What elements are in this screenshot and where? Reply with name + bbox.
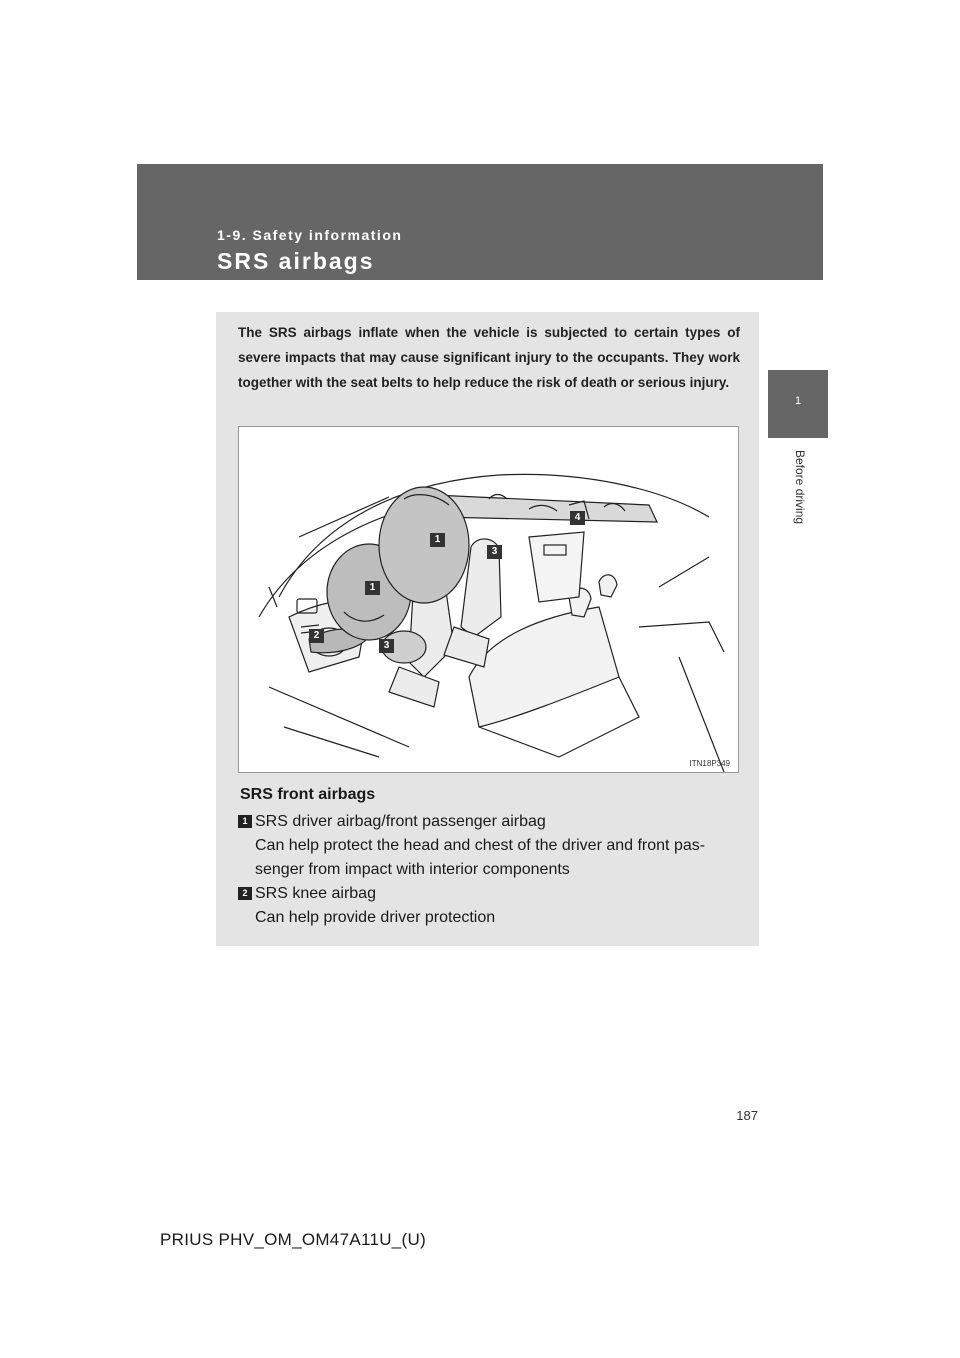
content-box bbox=[216, 312, 759, 946]
chapter-tab bbox=[768, 370, 828, 438]
callout-3-rear: 3 bbox=[487, 545, 502, 559]
chapter-tab-number: 1 bbox=[794, 395, 802, 407]
callout-1-passenger: 1 bbox=[430, 533, 445, 547]
page-title: SRS airbags bbox=[217, 248, 375, 274]
chapter-tab-label: Before driving bbox=[793, 450, 807, 525]
car-interior-drawing bbox=[239, 427, 738, 772]
item-title: SRS driver airbag/front passenger airbag bbox=[255, 813, 546, 830]
list-item-driver-passenger-airbag bbox=[238, 810, 748, 882]
chapter-header bbox=[137, 164, 823, 280]
callout-2-knee: 2 bbox=[309, 629, 324, 643]
section-heading: SRS front airbags bbox=[240, 786, 376, 803]
airbag-illustration bbox=[238, 426, 739, 773]
item-badge: 2 bbox=[238, 887, 252, 900]
callout-1-driver: 1 bbox=[365, 581, 380, 595]
item-description-line: Can help protect the head and chest of the driver and front pas- bbox=[255, 837, 706, 854]
figure-code: ITN18P349 bbox=[689, 759, 730, 768]
item-badge: 1 bbox=[238, 815, 252, 828]
section-label: 1-9. Safety information bbox=[217, 227, 403, 243]
document-id: PRIUS PHV_OM_OM47A11U_(U) bbox=[160, 1230, 427, 1249]
item-description-line: Can help provide driver protection bbox=[255, 909, 496, 926]
page-number: 187 bbox=[736, 1108, 758, 1123]
list-item-knee-airbag bbox=[238, 882, 748, 930]
item-title: SRS knee airbag bbox=[255, 885, 376, 902]
callout-4-curtain: 4 bbox=[570, 511, 585, 525]
intro-paragraph: The SRS airbags inflate when the vehicle is subjected to certain types of severe impacts that may cause significant injury to the occupants. They work together with the seat belts to help reduce the risk of death or serious injury. bbox=[238, 325, 740, 390]
callout-3-front: 3 bbox=[379, 639, 394, 653]
item-description-line: senger from impact with interior components bbox=[255, 861, 570, 878]
